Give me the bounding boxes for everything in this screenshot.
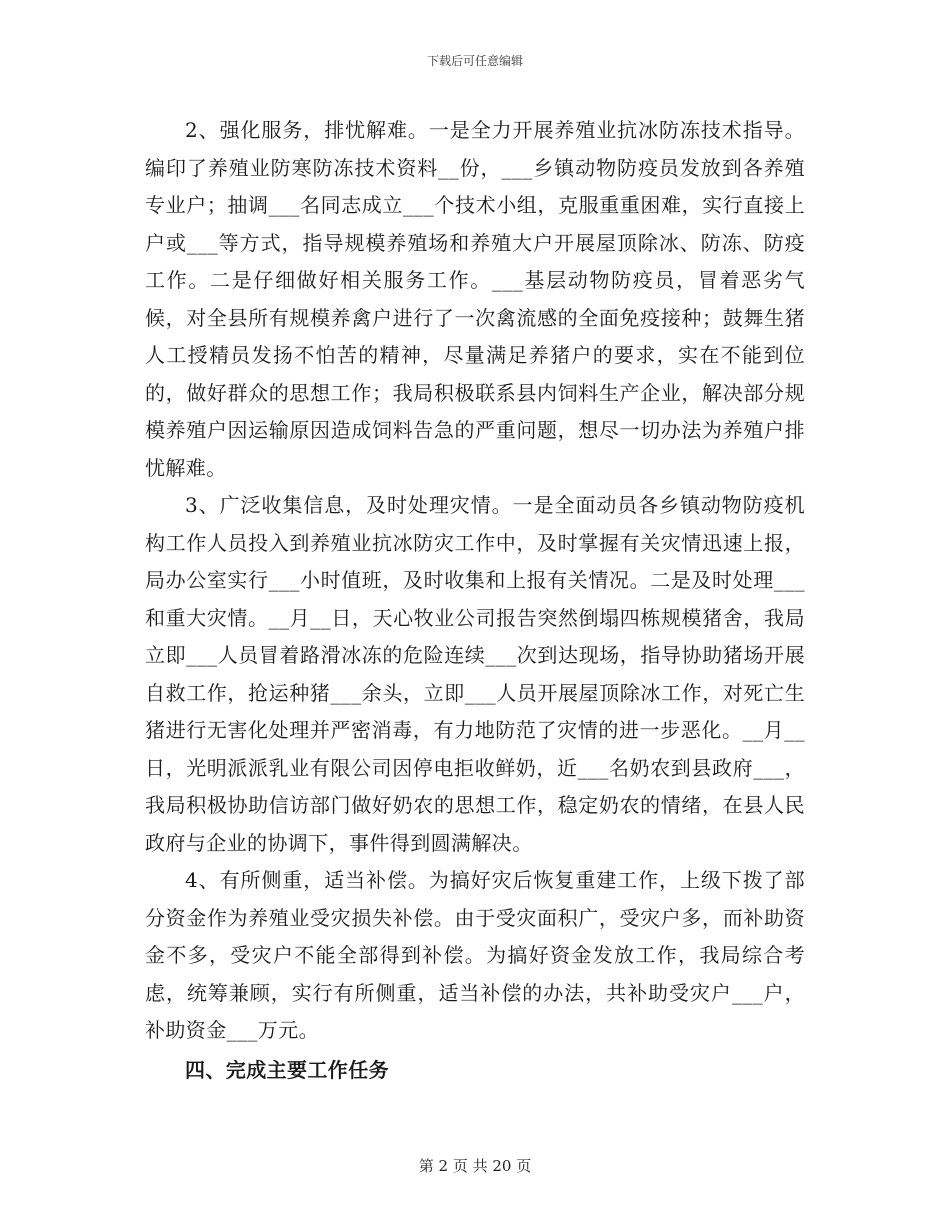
page-header: 下载后可任意编辑 (426, 54, 523, 68)
paragraph-service: 2、强化服务，排忧解难。一是全力开展养殖业抗冰防冻技术指导。编印了养殖业防寒防冻技术资料__份，___乡镇动物防疫员发放到各养殖专业户；抽调___名同志成立___个技术小组，克服重重困难，实行直接上户或___等方式，指导规模养殖场和养殖大户开展屋顶除冰、防冻、防疫工作。二是仔细做好相关服务工作。___基层动物防疫员，冒着恶劣气候，对全县所有规模养禽户进行了一次禽流感的全面免疫接种；鼓舞生猪人工授精员发扬不怕苦的精神，尽量满足养猪户的要求，实在不能到位的，做好群众的思想工作；我局积极联系县内饲料生产企业，解决部分规模养殖户因运输原因造成饲料告急的严重问题，想尽一切办法为养殖户排忧解难。 (145, 118, 805, 480)
paragraph-information: 3、广泛收集信息，及时处理灾情。一是全面动员各乡镇动物防疫机构工作人员投入到养殖业抗冰防灾工作中，及时掌握有关灾情迅速上报，局办公室实行___小时值班，及时收集和上报有关情况。二是及时处理___和重大灾情。__月__日，天心牧业公司报告突然倒塌四栋规模猪舍，我局立即___人员冒着路滑冰冻的危险连续___次到达现场，指导协助猪场开展自救工作，抢运种猪___余头，立即___人员开展屋顶除冰工作，对死亡生猪进行无害化处理并严密消毒，有力地防范了灾情的进一步恶化。__月__日，光明派派乳业有限公司因停电拒收鲜奶，近___名奶农到县政府___，我局积极协助信访部门做好奶农的思想工作，稳定奶农的情绪，在县人民政府与企业的协调下，事件得到圆满解决。 (145, 493, 805, 855)
paragraph-compensation: 4、有所侧重，适当补偿。为搞好灾后恢复重建工作，上级下拨了部分资金作为养殖业受灾损失补偿。由于受灾面积广，受灾户多，而补助资金不多，受灾户不能全部得到补偿。为搞好资金发放工作，我局综合考虑，统筹兼顾，实行有所侧重，适当补偿的办法，共补助受灾户___户，补助资金___万元。 (145, 868, 805, 1042)
page-footer: 第 2 页 共 20 页 (418, 1157, 532, 1175)
section-heading: 四、完成主要工作任务 (185, 1057, 389, 1082)
document-body (145, 112, 805, 1089)
